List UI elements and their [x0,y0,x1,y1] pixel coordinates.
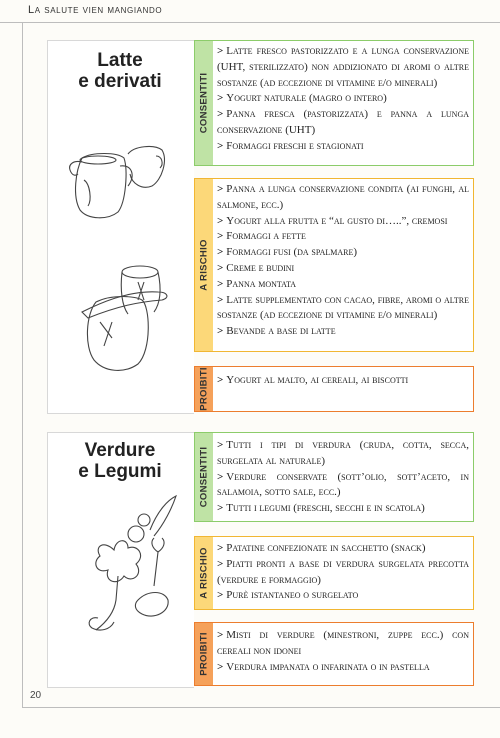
yogurt-jar-illustration [78,260,178,380]
latte-proibiti-tab [195,367,213,411]
list-item: > Yogurt naturale (magro o intero) [217,92,387,105]
latte-proibiti-label: PROIBITI [198,367,210,411]
list-item: > Tutti i legumi (freschi, secchi e in scatola) [217,502,425,515]
verdure-consentiti-label: CONSENTITI [198,446,210,508]
list-item: > Yogurt al malto, ai cereali, ai biscotti [217,374,409,386]
verdure-proibiti-tab [195,623,213,685]
milk-jugs-illustration [62,140,172,230]
running-header [0,0,500,23]
list-item: > Tutti i tipi di verdura (cruda, cotta, secca, surgelata al naturale) [217,439,469,467]
list-item: > Panna fresca (pastorizzata) e panna a lunga conservazione (UHT) [217,108,469,136]
list-item: > Misti di verdure (minestroni, zuppe ecc.) con cereali non idonei [217,629,469,657]
verdure-a-rischio-tab [195,537,213,609]
latte-proibiti-box [194,366,474,412]
list-item: > Latte supplementato con cacao, fibre, aromi o altre sostanze (ad eccezione di vitamine e/o minerali) [217,293,469,322]
latte-a-rischio-label: A RISCHIO [198,239,210,291]
section-latte-title [47,50,193,92]
list-item: > Yogurt alla frutta e “al gusto di…..”, cremosi [217,214,448,227]
section-verdure-title [47,440,193,482]
section-latte-title-line2: e derivati [78,71,162,92]
list-item: > Bevande a base di latte [217,325,336,338]
section-verdure-title-line2: e Legumi [78,461,162,482]
list-item: > Piatti pronti a base di verdura surgelata precotta (verdure e formaggio) [217,557,469,586]
left-margin-rule [22,22,23,707]
verdure-proibiti-label: PROIBITI [198,632,210,676]
latte-a-rischio-tab [195,179,213,351]
list-item: > Formaggi a fette [217,230,306,243]
list-item: > Creme e budini [217,261,295,274]
list-item: > Formaggi fusi (da spalmare) [217,246,358,259]
verdure-a-rischio-box [194,536,474,610]
page-number: 20 [30,690,42,701]
latte-consentiti-label: CONSENTITI [198,72,210,134]
section-latte-title-line1: Latte [97,50,143,71]
latte-consentiti-box [194,40,474,166]
bottom-margin-rule [22,707,500,708]
latte-a-rischio-box [194,178,474,352]
section-verdure-title-line1: Verdure [84,440,156,461]
vegetables-illustration [84,490,188,636]
list-item: > Panna montata [217,277,297,290]
latte-consentiti-tab [195,41,213,165]
list-item: > Patatine confezionate in sacchetto (snack) [217,542,426,554]
list-item: > Verdure conservate (sott’olio, sott’aceto, in salamoia, sotto sale, ecc.) [217,470,469,499]
verdure-consentiti-tab [195,433,213,521]
list-item: > Panna a lunga conservazione condita (ai funghi, al salmone, ecc.) [217,183,469,211]
verdure-consentiti-box [194,432,474,522]
list-item: > Purè istantaneo o surgelato [217,589,359,602]
list-item: > Latte fresco pastorizzato e a lunga conservazione (UHT, sterilizzato) non addizionato di aromi o altre sostanze (ad eccezione di vitamine e/o minerali) [217,45,469,89]
verdure-proibiti-box [194,622,474,686]
list-item: > Verdura impanata o infarinata o in pastella [217,660,430,673]
running-header-title: La salute vien mangiando [28,4,163,16]
verdure-a-rischio-label: A RISCHIO [198,547,210,599]
list-item: > Formaggi freschi e stagionati [217,139,364,152]
